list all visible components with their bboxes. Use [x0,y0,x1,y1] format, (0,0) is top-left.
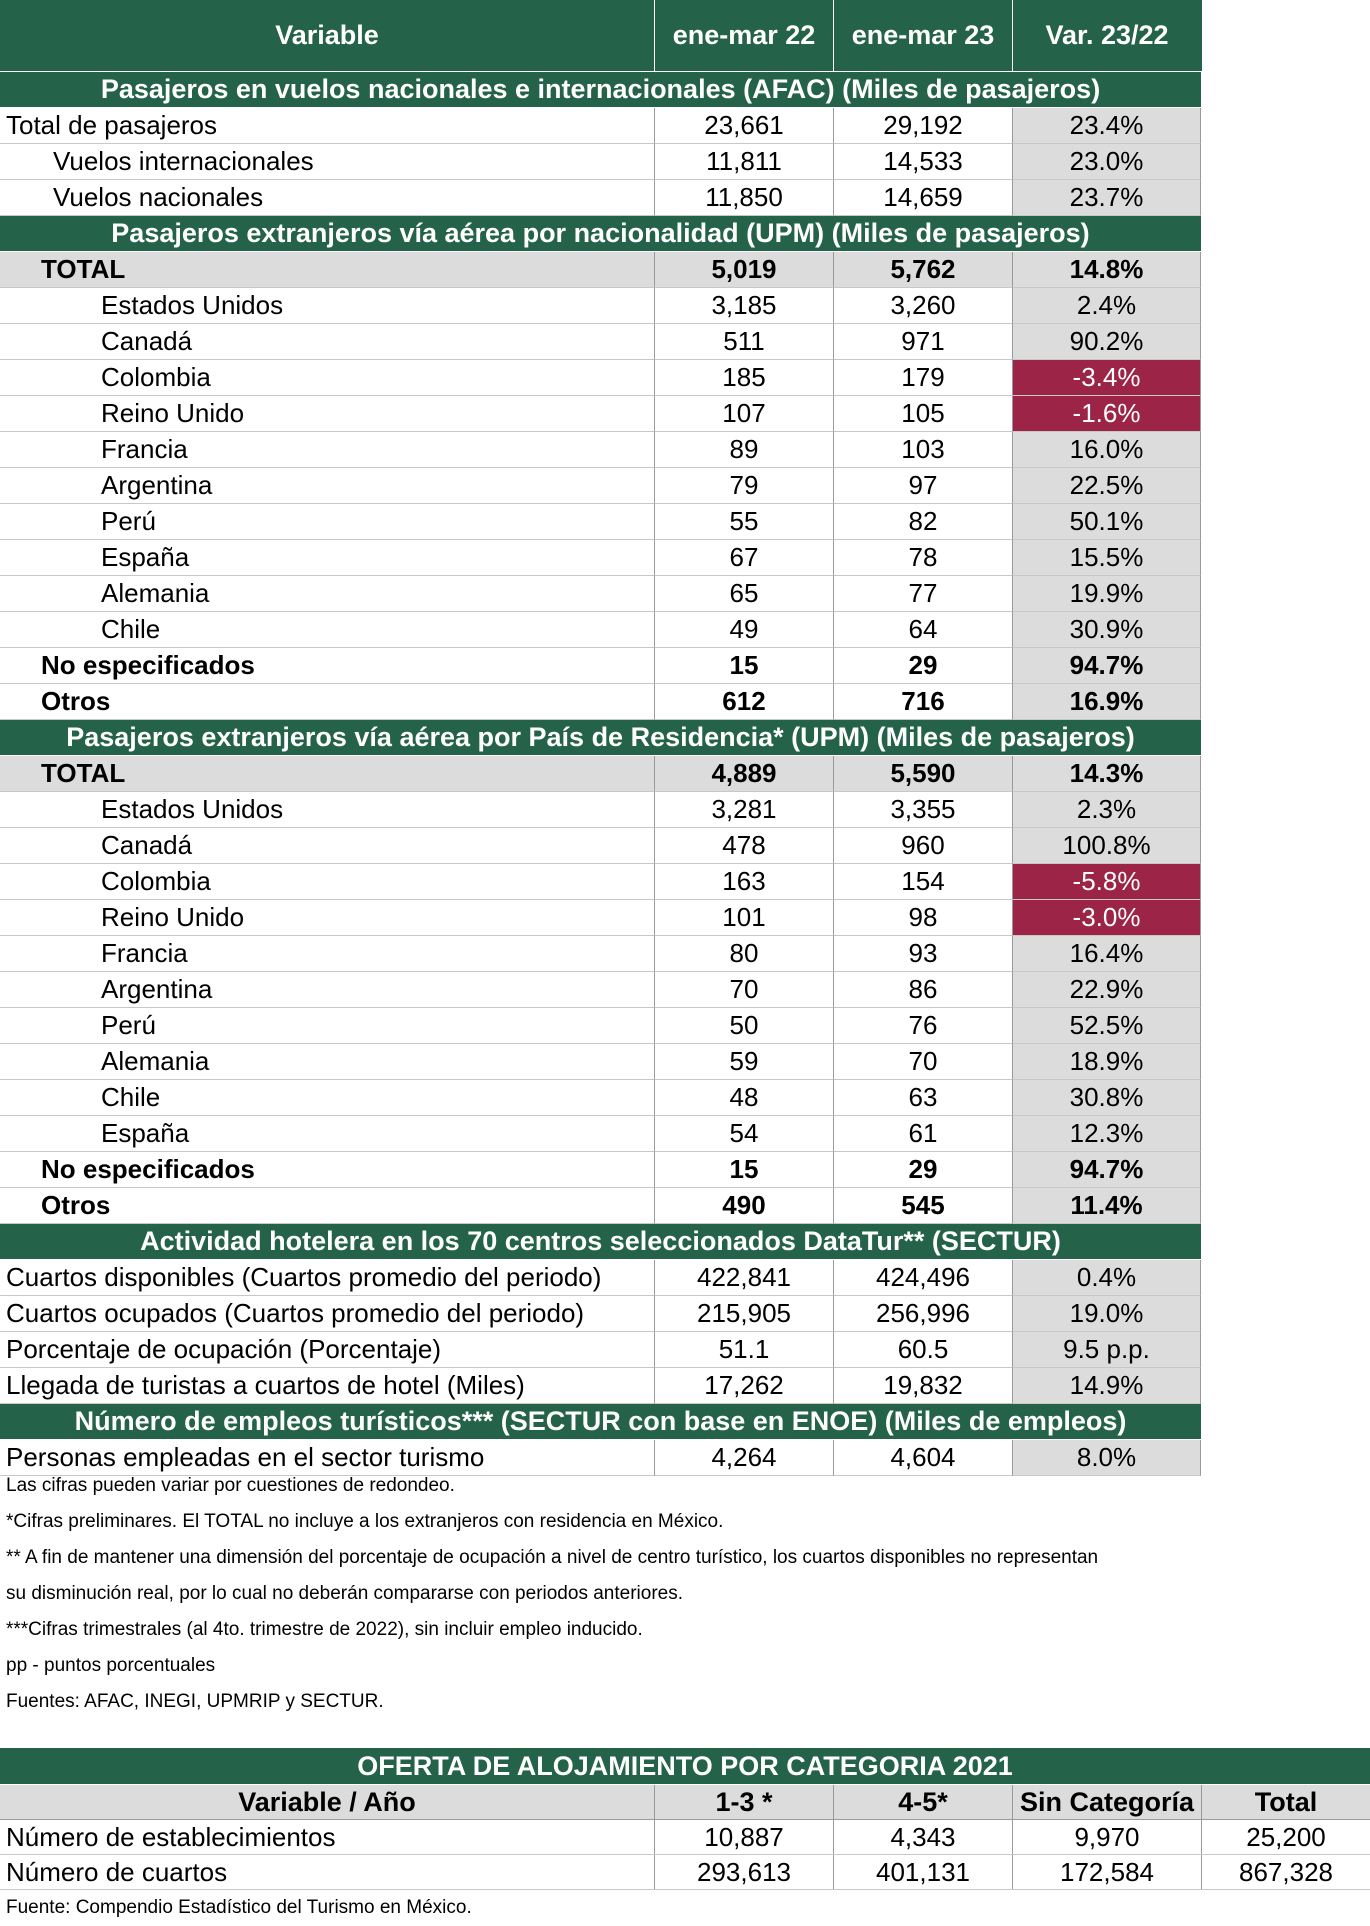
value-ene-mar-23: 19,832 [833,1368,1012,1404]
row-label: Canadá [0,828,654,864]
value-ene-mar-23: 70 [833,1044,1012,1080]
value-ene-mar-22: 490 [654,1188,833,1224]
row-label: Chile [0,1080,654,1116]
row-label: Reino Unido [0,396,654,432]
value-variation: 23.4% [1012,108,1201,144]
row-label: Personas empleadas en el sector turismo [0,1440,654,1476]
value-variation: -3.0% [1012,900,1201,936]
value-ene-mar-22: 15 [654,648,833,684]
value-ene-mar-23: 61 [833,1116,1012,1152]
value-ene-mar-22: 107 [654,396,833,432]
lodging-cell: 293,613 [654,1855,833,1889]
row-label: Perú [0,1008,654,1044]
table-row [0,1368,1202,1404]
section-title: Pasajeros en vuelos nacionales e internacionales (AFAC) (Miles de pasajeros) [0,72,1201,108]
table-row [0,756,1202,792]
value-ene-mar-22: 215,905 [654,1296,833,1332]
footnote: Las cifras pueden variar por cuestiones de redondeo. [6,1475,455,1496]
table-row [0,684,1202,720]
row-label: TOTAL [0,252,654,288]
value-ene-mar-23: 5,590 [833,756,1012,792]
value-ene-mar-23: 179 [833,360,1012,396]
row-label: No especificados [0,1152,654,1188]
lodging-table [0,1748,1370,1926]
value-variation: 94.7% [1012,648,1201,684]
footnote: pp - puntos porcentuales [6,1655,216,1676]
table-body [0,72,1202,1476]
value-ene-mar-23: 14,533 [833,144,1012,180]
lodging-cell: 25,200 [1201,1820,1370,1854]
table-row [0,576,1202,612]
value-variation: 23.7% [1012,180,1201,216]
value-variation: 94.7% [1012,1152,1201,1188]
value-variation: 19.0% [1012,1296,1201,1332]
row-label: Chile [0,612,654,648]
value-variation: 50.1% [1012,504,1201,540]
value-variation: 30.8% [1012,1080,1201,1116]
table-row [0,936,1202,972]
value-variation: -5.8% [1012,864,1201,900]
lodging-header-total: Total [1201,1785,1370,1819]
row-label: Alemania [0,1044,654,1080]
value-ene-mar-22: 4,889 [654,756,833,792]
value-ene-mar-22: 4,264 [654,1440,833,1476]
value-ene-mar-22: 478 [654,828,833,864]
value-ene-mar-23: 76 [833,1008,1012,1044]
value-ene-mar-22: 101 [654,900,833,936]
value-variation: 2.3% [1012,792,1201,828]
value-ene-mar-23: 103 [833,432,1012,468]
value-ene-mar-23: 4,604 [833,1440,1012,1476]
row-label: Alemania [0,576,654,612]
table-header [0,0,1202,72]
table-row [0,252,1202,288]
value-ene-mar-23: 77 [833,576,1012,612]
value-ene-mar-23: 971 [833,324,1012,360]
row-label: Total de pasajeros [0,108,654,144]
lodging-cell: 401,131 [833,1855,1012,1889]
row-label: Argentina [0,468,654,504]
value-ene-mar-22: 11,811 [654,144,833,180]
value-ene-mar-22: 15 [654,1152,833,1188]
value-ene-mar-23: 424,496 [833,1260,1012,1296]
row-label: TOTAL [0,756,654,792]
table-row [0,324,1202,360]
value-variation: 2.4% [1012,288,1201,324]
value-ene-mar-23: 14,659 [833,180,1012,216]
value-ene-mar-23: 93 [833,936,1012,972]
table-row [0,144,1202,180]
section-title: Pasajeros extranjeros vía aérea por País de Residencia* (UPM) (Miles de pasajeros) [0,720,1201,756]
value-ene-mar-22: 80 [654,936,833,972]
value-ene-mar-22: 51.1 [654,1332,833,1368]
table-row [0,612,1202,648]
lodging-row-establecimientos [0,1820,1370,1855]
value-variation: 14.8% [1012,252,1201,288]
value-variation: 0.4% [1012,1260,1201,1296]
lodging-cell: 10,887 [654,1820,833,1854]
lodging-cell: 4,343 [833,1820,1012,1854]
value-variation: 15.5% [1012,540,1201,576]
lodging-source: Fuente: Compendio Estadístico del Turismo en México. [6,1897,472,1918]
section-title: Número de empleos turísticos*** (SECTUR con base en ENOE) (Miles de empleos) [0,1404,1201,1440]
footnote: su disminución real, por lo cual no deberán compararse con periodos anteriores. [6,1583,683,1604]
value-ene-mar-22: 50 [654,1008,833,1044]
header-variable: Variable [275,20,379,50]
row-label: España [0,1116,654,1152]
table-row [0,828,1202,864]
value-ene-mar-22: 79 [654,468,833,504]
value-variation: -3.4% [1012,360,1201,396]
value-ene-mar-22: 89 [654,432,833,468]
lodging-row-label: Número de cuartos [6,1856,228,1887]
header-variation: Var. 23/22 [1012,0,1201,71]
lodging-cell: 172,584 [1012,1855,1201,1889]
value-ene-mar-22: 48 [654,1080,833,1116]
table-row [0,360,1202,396]
value-ene-mar-23: 29 [833,648,1012,684]
row-label: Vuelos internacionales [0,144,654,180]
row-label: Colombia [0,360,654,396]
row-label: Estados Unidos [0,288,654,324]
value-ene-mar-22: 23,661 [654,108,833,144]
lodging-table-title: OFERTA DE ALOJAMIENTO POR CATEGORIA 2021 [0,1748,1370,1785]
table-row [0,432,1202,468]
lodging-header-1-3: 1-3 * [654,1785,833,1819]
lodging-cell: 867,328 [1201,1855,1370,1889]
value-ene-mar-22: 3,185 [654,288,833,324]
value-ene-mar-23: 960 [833,828,1012,864]
row-label: Francia [0,936,654,972]
value-variation: 52.5% [1012,1008,1201,1044]
value-ene-mar-23: 29 [833,1152,1012,1188]
row-label: Vuelos nacionales [0,180,654,216]
section-title: Pasajeros extranjeros vía aérea por nacionalidad (UPM) (Miles de pasajeros) [0,216,1201,252]
row-label: Otros [0,684,654,720]
value-ene-mar-22: 422,841 [654,1260,833,1296]
row-label: Cuartos ocupados (Cuartos promedio del periodo) [0,1296,654,1332]
header-ene-mar-23: ene-mar 23 [833,0,1012,71]
footnote: Fuentes: AFAC, INEGI, UPMRIP y SECTUR. [6,1691,384,1712]
value-ene-mar-23: 29,192 [833,108,1012,144]
value-ene-mar-23: 154 [833,864,1012,900]
value-variation: 19.9% [1012,576,1201,612]
value-variation: 90.2% [1012,324,1201,360]
lodging-header-sin-categoria: Sin Categoría [1012,1785,1201,1819]
value-ene-mar-22: 163 [654,864,833,900]
table-row [0,864,1202,900]
value-variation: 18.9% [1012,1044,1201,1080]
row-label: Estados Unidos [0,792,654,828]
value-ene-mar-23: 63 [833,1080,1012,1116]
table-row [0,1152,1202,1188]
value-ene-mar-22: 5,019 [654,252,833,288]
value-ene-mar-23: 256,996 [833,1296,1012,1332]
value-ene-mar-23: 78 [833,540,1012,576]
value-ene-mar-22: 59 [654,1044,833,1080]
value-ene-mar-23: 82 [833,504,1012,540]
footnote: *Cifras preliminares. El TOTAL no incluye a los extranjeros con residencia en México. [6,1511,724,1532]
value-ene-mar-22: 67 [654,540,833,576]
row-label: Colombia [0,864,654,900]
value-variation: 23.0% [1012,144,1201,180]
value-ene-mar-22: 185 [654,360,833,396]
value-ene-mar-23: 716 [833,684,1012,720]
value-ene-mar-23: 98 [833,900,1012,936]
value-variation: 8.0% [1012,1440,1201,1476]
value-variation: 100.8% [1012,828,1201,864]
value-ene-mar-23: 60.5 [833,1332,1012,1368]
table-row [0,108,1202,144]
value-variation: 14.9% [1012,1368,1201,1404]
row-label: Llegada de turistas a cuartos de hotel (Miles) [0,1368,654,1404]
value-variation: 11.4% [1012,1188,1201,1224]
table-row [0,792,1202,828]
table-row [0,900,1202,936]
value-ene-mar-23: 545 [833,1188,1012,1224]
lodging-header-4-5: 4-5* [833,1785,1012,1819]
value-variation: 30.9% [1012,612,1201,648]
table-row [0,180,1202,216]
row-label: Reino Unido [0,900,654,936]
lodging-row-label: Número de establecimientos [6,1821,336,1852]
row-label: No especificados [0,648,654,684]
table-row [0,468,1202,504]
lodging-cell: 9,970 [1012,1820,1201,1854]
footnote: ** A fin de mantener una dimensión del porcentaje de ocupación a nivel de centro turístico, los cuartos disponibles no representan [6,1547,1099,1568]
lodging-row-cuartos [0,1855,1370,1890]
row-label: Perú [0,504,654,540]
row-label: Argentina [0,972,654,1008]
table-row [0,1296,1202,1332]
table-row [0,1188,1202,1224]
row-label: Porcentaje de ocupación (Porcentaje) [0,1332,654,1368]
value-ene-mar-23: 105 [833,396,1012,432]
table-row [0,1008,1202,1044]
value-variation: -1.6% [1012,396,1201,432]
table-row [0,1080,1202,1116]
value-variation: 16.0% [1012,432,1201,468]
table-row [0,972,1202,1008]
value-variation: 16.4% [1012,936,1201,972]
value-variation: 22.5% [1012,468,1201,504]
value-ene-mar-22: 55 [654,504,833,540]
value-variation: 9.5 p.p. [1012,1332,1201,1368]
value-ene-mar-22: 54 [654,1116,833,1152]
value-variation: 12.3% [1012,1116,1201,1152]
value-variation: 16.9% [1012,684,1201,720]
table-row [0,1260,1202,1296]
table-row [0,648,1202,684]
row-label: Otros [0,1188,654,1224]
value-ene-mar-22: 17,262 [654,1368,833,1404]
table-row [0,396,1202,432]
value-ene-mar-23: 86 [833,972,1012,1008]
table-row [0,1332,1202,1368]
value-variation: 14.3% [1012,756,1201,792]
section-title: Actividad hotelera en los 70 centros seleccionados DataTur** (SECTUR) [0,1224,1201,1260]
value-ene-mar-23: 3,355 [833,792,1012,828]
value-ene-mar-23: 5,762 [833,252,1012,288]
table-row [0,504,1202,540]
row-label: España [0,540,654,576]
table-row [0,1116,1202,1152]
table-row [0,1044,1202,1080]
table-row [0,540,1202,576]
value-ene-mar-23: 64 [833,612,1012,648]
lodging-table-header [0,1785,1370,1820]
value-ene-mar-22: 11,850 [654,180,833,216]
value-ene-mar-23: 3,260 [833,288,1012,324]
footnote: ***Cifras trimestrales (al 4to. trimestre de 2022), sin incluir empleo inducido. [6,1619,643,1640]
lodging-header-variable: Variable / Año [238,1786,416,1817]
value-ene-mar-22: 49 [654,612,833,648]
value-ene-mar-22: 511 [654,324,833,360]
value-ene-mar-22: 3,281 [654,792,833,828]
table-row [0,288,1202,324]
row-label: Cuartos disponibles (Cuartos promedio del periodo) [0,1260,654,1296]
value-variation: 22.9% [1012,972,1201,1008]
value-ene-mar-22: 612 [654,684,833,720]
row-label: Francia [0,432,654,468]
value-ene-mar-23: 97 [833,468,1012,504]
value-ene-mar-22: 65 [654,576,833,612]
row-label: Canadá [0,324,654,360]
value-ene-mar-22: 70 [654,972,833,1008]
footnotes [6,1468,1266,1720]
header-ene-mar-22: ene-mar 22 [654,0,833,71]
